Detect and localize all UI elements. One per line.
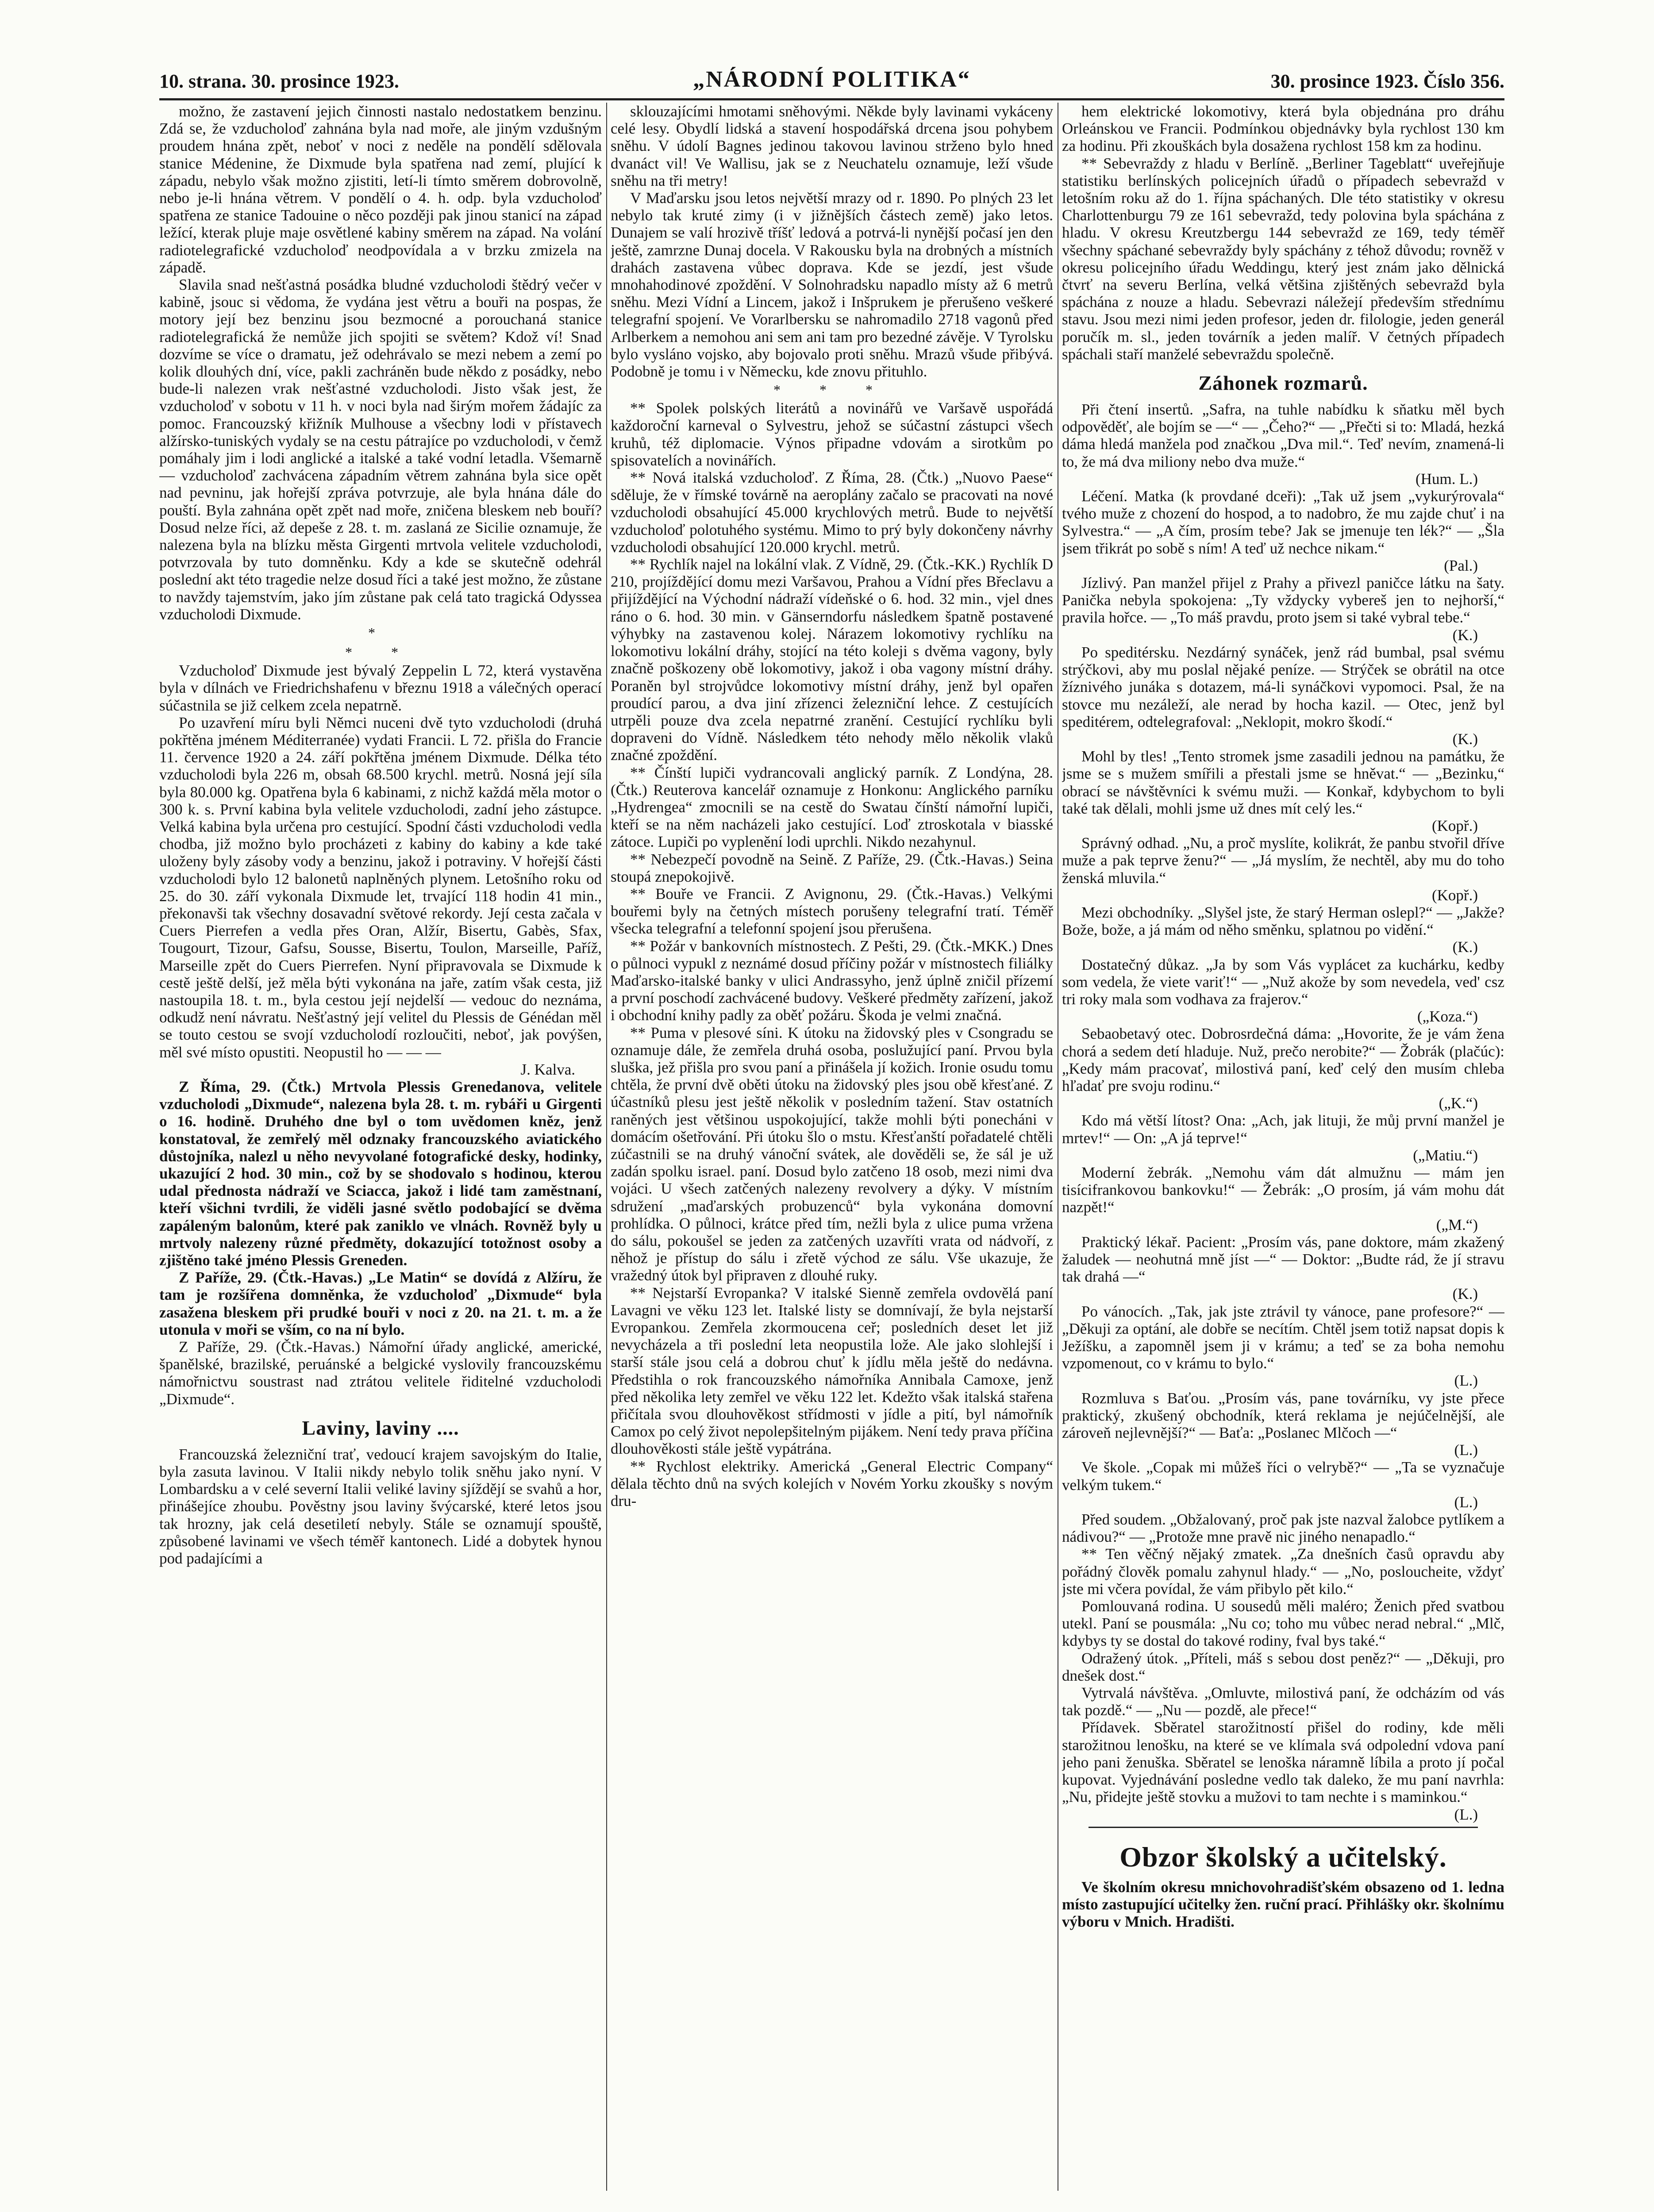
joke-source: (K.) [1452, 730, 1478, 748]
joke-source: (L.) [1454, 1372, 1478, 1390]
joke-source: („M.“) [1436, 1216, 1478, 1233]
joke-source: (L.) [1454, 1441, 1478, 1459]
joke-source: (Kopř.) [1432, 886, 1478, 904]
news-item: ** Čínští lupiči vydrancovali anglický parník. Z Londýna, 28. (Čtk.) Reuterova kancelář oznamuje z Honkonu: Anglického parníku „Hydrengea“ zmocnili se na cestě do Swatau čínští námořní lupiči, kteří se na něm nacházeli jako cestující. Loď ztroskotala v biasské zátoce. Lupiči po vyplenění lodi uprchli. Nikdo nezahynul. [611, 764, 1053, 851]
masthead [159, 66, 1504, 97]
news-item: Z Říma, 29. (Čtk.) Mrtvola Plessis Grenedanova, velitele vzducholodi „Dixmude“, nalezena byla 28. t. m. rybáři u Girgenti o 16. hodině. Druhého dne byl o tom uvědomen kněz, jenž konstatoval, že zemřelý měl odznaky francouzského aviatického důstojníka, nalezl u něho nevyvolané fotografické desky, hodinky, ukazující 2 hod. 30 min., což by se shodovalo s hodinou, kterou udal přednosta nádraží ve Sciacca, jakož i lidé tam zaměstnaní, kteří všichni tvrdili, že viděli jasné světlo podobající se dvěma zapáleným balonům, které pak zaniklo ve vlnách. Rovněž byly u mrtvoly nalezeny různé předměty, dokazující totožnost osoby a zjištěno také jméno Plessis Greneden. [159, 1078, 602, 1269]
section-heading-zahonek: Záhonek rozmarů. [1198, 372, 1368, 395]
separator-asterisks: * * * [345, 625, 416, 661]
masthead-rule [159, 98, 1504, 100]
joke-source: („K.“) [1439, 1094, 1478, 1112]
joke-item: Praktický lékař. Pacient: „Prosím vás, pane doktore, mám zkažený žaludek — neohutná mně jíst —“ — Doktor: „Budte rád, že jí stravu tak drahá —“ [1062, 1233, 1504, 1286]
joke-source: (K.) [1452, 1285, 1478, 1303]
article-paragraph: Slavila snad nešťastná posádka bludné vzducholodi štědrý večer v kabině, jsouc si vědoma, že vydána jest větru a bouři na pospas, že motory její bez benzinu jsou bezmocné a porouchaná stanice radiotelegrafická že nemůže jich spojiti se světem? Kdož ví! Snad dozvíme se více o dramatu, jež odehrávalo se mezi nebem a zemí po kolik dlouhých dní, více, pakli zachráněn bude někdo z posádky, nebo bude-li nalezen vrak nešťastné vzducholodi. Jisto však jest, že vzducholoď v sobotu v 11 h. v noci byla nad širým mořem žádajíc za pomoc. Francouzský křižník Mulhouse a všecbny lodi v přístavech alžírsko-tuniských vydaly se na cestu pátrajíce po vzducholodi, v čemž pomáhaly jim i lodi anglické a italské a také vodní letadla. Všemarně — vzducholoď zachvácena západním větrem zahnána byla sice opět nad pevninu, jak hořejší zpráva potvrzuje, ale byla hnána dále do pouští. Byla zahnána opět zpět nad moře, zničena bleskem neb bouří? Dosud nelze říci, až depeše z 28. t. m. zaslaná ze Sicilie oznamuje, že nalezena byla na blízku města Girgenti mrtvola velitele vzducholodi, potvrzovala by tuto domněnku. Kdy a kde se skutečně odehrál poslední akt této tragedie nelze dosud říci a také jest možno, že zůstane to navždy tajemstvím, jako jím zůstane pak celá tato tragická Odyssea vzducholodi Dixmude. [159, 276, 602, 623]
news-item: ** Puma v plesové síni. K útoku na židovský ples v Csongradu se oznamuje dále, že zemřela druhá osoba, poslužující paní. Prvou byla sluška, jež přišla pro svou paní a přinášela jí kožich. Ironie osudu tomu chtěla, že první dvě oběti útoku na židovský ples jsou obě křesťané. Z účastníků plesu jest ještě několik v posledním tažení. Stav ostatních raněných jest většinou uspokojující, takže mohli býti ponecháni v domácím ošetřování. Při útoku šlo o mstu. Křesťanští pořadatelé chtěli zúčastnili se na druhý vánoční svátek, ale dověděli se, že sál je už zadán spolku israel. paní. Dosud bylo zatčeno 18 osob, mezi nimi dva vojáci. U všech zatčených nalezeny revolvery a dýky. V místním sdružení „maďarských probuzenců“ byla vykonána domovní prohlídka. O půlnoci, krátce před tím, nežli byla z ulice puma vržena do sálu, pokoušel se jeden za zatčených uzavříti vrata od nádvoří, z něhož je přístup do sálu i zřetě východ ze sálu. Vše ukazuje, že vražedný útok byl připraven z dlouhé ruky. [611, 1024, 1053, 1284]
masthead-page-date: 10. strana. 30. prosince 1923. [159, 70, 399, 92]
section-heading-obzor: Obzor školský a učitelský. [1119, 1841, 1447, 1873]
news-item: ** Sebevraždy z hladu v Berlíně. „Berliner Tageblatt“ uveřejňuje statistiku berlínských policejních úřadů o případech sebevražd v letošním roku až do 1. října spáchaných. Dle této statistiky v okresu Charlottenburgu 79 ze 161 sebevražd, tedy polovina byla spáchána z hladu. V okresu Kreutzbergu 144 sebevražd ze 169, tedy téměř všechny spáchané sebevraždy byly spáchány z téhož důvodu; rovněž v okresu policejního úřadu Weddingu, který jest znám jako dělnická čtvrť na severu Berlína, velká většina zjištěných sebevražd byla spáchána z nouze a hladu. Sebevrazi náležejí především střednímu stavu. Jsou mezi nimi jeden profesor, jeden dr. filologie, jeden generál poručík m. sl., jeden továrník a jeden malíř. V četných případech spáchali staří manželé sebevraždu společně. [1062, 154, 1504, 363]
news-item: Z Paříže, 29. (Čtk.-Havas.) Námořní úřady anglické, americké, španělské, brazilské, peruánské a belgické vyslovily francouzskému námořnictvu soustrast nad ztrátou velitele řiditelné vzducholodi „Dixmude“. [159, 1338, 602, 1408]
news-item: ** Bouře ve Francii. Z Avignonu, 29. (Čtk.-Havas.) Velkými bouřemi byly na četných místech porušeny telegrafní tratí. Téměř všecka telegrafní a telefonní spojení jsou přerušena. [611, 885, 1053, 937]
joke-item: Moderní žebrák. „Nemohu vám dát almužnu — mám jen tisícifrankovou bankovku!“ — Žebrák: „O prosím, já vám mohu dát nazpět!“ [1062, 1164, 1504, 1216]
joke-source: („Koza.“) [1417, 1008, 1478, 1025]
article-paragraph: hem elektrické lokomotivy, která byla objednána pro dráhu Orleánskou ve Francii. Podmínkou objednávky byla rychlost 130 km za hodinu. Při zkouškách byla dosažena rychlost 158 km za hodinu. [1062, 103, 1504, 155]
joke-item: Před soudem. „Obžalovaný, proč pak jste nazval žalobce pytlíkem a nádivou?“ — „Protože mne pravě nic jiného nenapadlo.“ [1062, 1511, 1504, 1546]
joke-item: Rozmluva s Baťou. „Prosím vás, pane továrníku, vy jste přece praktický, zkušený obchodník, která reklama je nejúčelnější, ale zároveň nejlevnější?“ — Baťa: „Poslanec Mlčoch —“ [1062, 1389, 1504, 1442]
joke-item: Po speditérsku. Nezdárný synáček, jenž rád bumbal, psal svému strýčkovi, aby mu poslal nějaké peníze. — Strýček se obrátil na otce žíznivého junáka s dotazem, má-li synáčkovi vypomoci. Psal, že na stovce mu nezáleží, ale nerad by hocha kazil. — Otec, jenž byl speditérem, odtelegrafoval: „Neklopit, mokro škodí.“ [1062, 643, 1504, 730]
article-paragraph: Francouzská železniční trať, vedoucí krajem savojským do Italie, byla zasuta lavinou. V Italii nikdy nebylo tolik sněhu jako nyní. V Lombardsku a v celé severní Italii veliké laviny sjíždějí se svahů a hor, přinášejíce zhoubu. Pověstny jsou laviny švýcarské, které letos jsou tak hrozny, jak celá desetiletí nebyly. Stále se oznamují spouště, způsobené lavinami ve všech téměř kantonech. Lidé a dobytek hynou pod padajícími a [159, 1445, 602, 1567]
news-item: ** Požár v bankovních místnostech. Z Pešti, 29. (Čtk.-MKK.) Dnes o půlnoci vypukl z neznámé dosud příčiny požár v místnostech filiálky Maďarsko-italské banky v ulici Andrassyho, jenž úplně zničil přízemí a první poschodí zachvácené budovy. Veškeré předměty zařízení, jakož i obchodní knihy padly za oběť požáru. Škoda je velmi značná. [611, 937, 1053, 1024]
joke-source: (K.) [1452, 938, 1478, 956]
joke-item: Při čtení insertů. „Safra, na tuhle nabídku k sňatku měl bych odpověděť, ale bojím se —“ — „Čeho?“ — „Přečti si to: Mladá, hezká dáma hledá manžela pod značkou „Dva mil.“. Teď nevím, znamená-li to, že má dva miliony nebo dva muže.“ [1062, 401, 1504, 470]
joke-source: („Matiu.“) [1413, 1146, 1478, 1164]
news-item: ** Rychlost elektriky. Americká „General Electric Company“ dělala těchto dnů na svých kolejích v Novém Yorku zkoušky s novým dru- [611, 1457, 1053, 1510]
news-item: ** Nová italská vzducholoď. Z Říma, 28. (Čtk.) „Nuovo Paese“ sděluje, že v římské továrně na aeroplány začalo se pracovati na nové vzducholodi obsahující 45.000 krychlových metrů. Bude to největší vzducholoď polotuhého systému. Mimo to prý byly dokončeny návrhy vzducholodi obsahující 120.000 krychl. metrů. [611, 469, 1053, 556]
column-2 [611, 103, 1053, 2191]
joke-item: ** Ten věčný nějaký zmatek. „Za dnešních časů opravdu aby pořádný člověk pomalu zahynul hlady.“ — „No, posloucheite, vždyť jste mi včera povídal, že vám přibylo pět kilo.“ [1062, 1545, 1504, 1598]
joke-source: (Pal.) [1444, 557, 1478, 574]
column-1 [159, 103, 602, 2191]
joke-item: Dostatečný důkaz. „Ja by som Vás vyplácet za kuchárku, kedby som vedela, že viete variť!“ — „Nuž akože by som nevedela, ved' csz tri roky mala som vodhava za frajerov.“ [1062, 956, 1504, 1008]
newspaper-title: „NÁRODNÍ POLITIKA“ [693, 67, 971, 92]
joke-item: Jízlivý. Pan manžel přijel z Prahy a přivezl paničce látku na šaty. Panička nebyla spokojena: „Ty vždycky vybereš jen to nejhorší,“ pravila hořce. — „To máš pravdu, proto jsem si také vybral tebe.“ [1062, 574, 1504, 626]
joke-item: Vytrvalá návštěva. „Omluvte, milostivá paní, že odcházím od vás tak pozdě.“ — „Nu — pozdě, ale přece!“ [1062, 1684, 1504, 1719]
joke-item: Pomlouvaná rodina. U sousedů měli maléro; Ženich před svatbou utekl. Paní se pousmála: „Nu co; toho mu vůbec nerad nebral.“ „Mlč, kdybys ty se dostal do takové rodiny, fval bys také.“ [1062, 1598, 1504, 1650]
joke-item: Správný odhad. „Nu, a proč myslíte, kolikrát, že panbu stvořil dříve muže a pak teprve ženu?“ — „Já myslím, že nechtěl, aby mu do toho ženská mluvila.“ [1062, 834, 1504, 887]
joke-item: Po vánocích. „Tak, jak jste ztrávil ty vánoce, pane profesore?“ — „Děkuji za optání, ale dobře se necítím. Chtěl jsem totiž napsat dopis k Ježíšku, a zapomněl jsem ji v krámu; a teď se za boha nemohu vzpomenout, co v krámu to bylo.“ [1062, 1302, 1504, 1372]
news-item: ** Spolek polských literátů a novinářů ve Varšavě uspořádá každoroční karneval o Sylvestru, jehož se súčastní zástupci všech kruhů, též diplomacie. Výnos připadne vdovám a sirotkům po spisovatelích a novinářích. [611, 399, 1053, 469]
article-paragraph: možno, že zastavení jejich činnosti nastalo nedostatkem benzinu. Zdá se, že vzducholoď zahnána byla nad moře, ale jiným vzdušným proudem hnána zpět, neboť v noci z neděle na pondělí sdělovala stanice Médenine, že Dixmude byla spatřena nad zemí, plující k západu, nebylo však možno zjistiti, letí-li tímto směrem dobrovolně, nebo je-li hnána větrem. V pondělí o 4. h. odp. byla vzducholoď spatřena ze stanice Tadouine o něco později pak jinou stanicí na západ ležící, kterak pluje maje osvětlené kabiny směrem na západ. Na volání radiotelegrafické vzducholoď neodpovídala a v brzku zmizela na západě. [159, 103, 602, 276]
joke-item: Kdo má větší lítost? Ona: „Ach, jak lituji, že můj první manžel je mrtev!“ — On: „A já teprve!“ [1062, 1112, 1504, 1147]
separator-asterisks: * * * [773, 382, 890, 398]
joke-source: (K.) [1452, 626, 1478, 644]
article-paragraph: V Maďarsku jsou letos největší mrazy od r. 1890. Po plných 23 let nebylo tak kruté zimy (i v jižnějších částech země) jako letos. Dunajem se valí hrozivě tříšť ledová a potrvá-li nynější počasí jen den ještě, zamrzne Dunaj docela. V Rakousku byla na drobných a místních drahách zastavena vůbec doprava. Kde se jezdí, jest všude mnohahodinové zpoždění. V Solnohradsku napadlo místy až 6 metrů sněhu. Mezi Vídní a Lincem, jakož i Inšprukem je přerušeno veškeré telegrafní spojení. Ve Vorarlbersku se nahromadilo 2718 vagonů před Arlberkem a nemohou ani sem ani tam pro bezedné závěje. V Tyrolsku bylo vysláno vojsko, aby bojovalo proti sněhu. Mrazů všude přibývá. Podobně je tomu i v Německu, kde znovu přituhlo. [611, 189, 1053, 380]
joke-source: (L.) [1454, 1493, 1478, 1511]
news-item: ** Nejstarší Evropanka? V italské Sienně zemřela ovdovělá paní Lavagni ve věku 123 let. Italské listy se domnívají, že byla nejstarší Evropankou. Zemřela zkormoucena ceř; posledních deset let již nevycházela a tři poslední leta neopustila lože. Ale jako slohlejší i starší stále jsou celá a dobrou chuť k jídlu měla ještě do nedávna. Předstihla o rok francouzského námořníka Annibala Camoxe, jenž před několika lety zemřel ve věku 122 let. Kdežto však italská stařena přičítala svou dlouhověkost střídmosti v jídle a pití, byl námořník Camox po celý život nepolepšitelným pijákem. Není tedy prava příčina dlouhověkosti stále ještě vypátrána. [611, 1284, 1053, 1458]
section-heading-laviny: Laviny, laviny .... [302, 1416, 459, 1439]
news-item: Ve školním okresu mnichovohradišťském obsazeno od 1. ledna místo zastupující učitelky žen. ruční prací. Přihlášky okr. školnímu výboru v Mnich. Hradišti. [1062, 1878, 1504, 1931]
joke-source: (L.) [1454, 1805, 1478, 1823]
column-3 [1062, 103, 1504, 2191]
news-item: ** Rychlík najel na lokální vlak. Z Vídně, 29. (Čtk.-KK.) Rychlík D 210, projíždějící domu mezi Varšavou, Prahou a Vídní přes Břeclavu a přijíždějící na Východní nádraží vídeňské o 6. hod. 32 min., vjel dnes ráno o 6. hod. 30 min. v Gänserndorfu následkem špatně postavené výhybky na zastavenou kolej. Nárazem lokomotivy rychlíku na lokomotivu lokální dráhy, stojící na této koleji s dvěma vagony, byly značně poškozeny obě lokomotivy, jakož i oba vagony místní dráhy. Poraněn byl strojvůdce lokomotivy místní dráhy, jenž byl opařen proudící parou, a dva jiní zřízenci železniční lehce. Z cestujících utrpěli pouze dva zcela nepatrné zranění. Cestující rychlíku byli dopraveni do Vídně. Následkem této nehody mělo několik vlaků značné zpoždění. [611, 556, 1053, 764]
joke-item: Sebaobetavý otec. Dobrosrdečná dáma: „Hovorite, že je vám žena chorá a sedem detí hladuje. Nuž, prečo nerobite?“ — Žobrák (plačúc): „Kedy mám pracovať, milostivá paní, keď celý den musím chleba hľadať pre svoju rodinu.“ [1062, 1025, 1504, 1094]
article-paragraph: sklouzajícími hmotami sněhovými. Někde byly lavinami vykáceny celé lesy. Obydlí lidská a stavení hospodářská drcena jsou pohybem sněhu. V údolí Bagnes jedinou takovou lavinou strženo bylo hned dvanáct vil! Ve Wallisu, jak se z Neuchatelu oznamuje, leží všude sněhu na tři metry! [611, 103, 1053, 189]
joke-item: Léčení. Matka (k provdané dceři): „Tak už jsem „vykurýrovala“ tvého muže z chození do hospod, a to nadobro, že mu zajde chuť i na Sylvestra.“ — „A čím, prosím tebe? Jak se jmenuje ten lék?“ — „Šla jsem třikrát po sobě s ním! A teď už nechce nikam.“ [1062, 488, 1504, 557]
news-item: ** Nebezpečí povodně na Seině. Z Paříže, 29. (Čtk.-Havas.) Seina stoupá znepokojivě. [611, 850, 1053, 885]
column-divider [606, 103, 607, 2191]
joke-item: Přídavek. Sběratel starožitností přišel do rodiny, kde měli starožitnou lenošku, na které se ve klímala svá odpolední vdova paní jeho pani ženuška. Sběratel se lenoška náramně líbila a proto jí počal kupovat. Vyjednávání posledne vedlo tak daleko, že mu paní navrhla: „Nu, přidejte ještě stovku a mužovi to tam nechte i s maminkou.“ [1062, 1719, 1504, 1806]
section-rule [1089, 1827, 1478, 1828]
masthead-issue-number: 30. prosince 1923. Číslo 356. [1270, 70, 1504, 92]
joke-item: Mezi obchodníky. „Slyšel jste, že starý Herman oslepl?“ — „Jakže? Bože, bože, a já mám od něho směnku, splatnou po vidění.“ [1062, 903, 1504, 939]
article-paragraph: Vzducholoď Dixmude jest bývalý Zeppelin L 72, která vystavěna byla v dílnách ve Friedrichshafenu v březnu 1918 a válečných operací súčastnila se již celkem zcela nepatrně. [159, 662, 602, 714]
joke-source: (Kopř.) [1432, 817, 1478, 834]
joke-source: (Hum. L.) [1416, 470, 1478, 488]
joke-item: Mohl by tles! „Tento stromek jsme zasadili jednou na památku, že jsme se s mužem smířili a přestali jsme se hněvat.“ — „Bezinku,“ obrací se návštěvníci k svému muži. — Konkař, kdybychom to byli také tak dělali, mohli jsme už dnes mít celý les.“ [1062, 748, 1504, 817]
article-paragraph: Po uzavření míru byli Němci nuceni dvě tyto vzducholodi (druhá pokřtěna jménem Méditerranée) vydati Francii. L 72. přišla do Francie 11. července 1920 a 24. září pokřtěna jménem Dixmude. Délka této vzducholodi byla 226 m, obsah 68.500 krychl. metrů. Nosná její síla byla 80.000 kg. Opatřena byla 6 kabinami, z nichž každá měla motor o 300 k. s. První kabina byla velitele vzducholodi, zadní jeho zástupce. Velká kabina byla určena pro cestující. Spodní části vzducholodi vedla chodba, již možno bylo procházeti z kabiny do kabiny a kde také uloženy byly zásoby vody a benzinu, jakož i potraviny. V hořejší části vzducholodi bylo 12 balonetů naplněných plynem. Letošního roku od 25. do 30. září vykonala Dixmude let, trvající 118 hodin 41 min., překonavši tak všechny dosavadní světové rekordy. Její cesta začala v Cuers Pierrefen a vedla přes Oran, Alžír, Bisertu, Gabès, Sfax, Tougourt, Tizour, Gafsu, Sousse, Bisertu, Toulon, Marseille, Paříž, Marseille zpět do Cuers Pierrefen. Nyní připravovala se Dixmude k cestě ještě delší, jež měla býti vykonána na jaře, zatím však cesta, již nastoupila 18. t. m., byla cestou její nejdelší — vedouc do neznáma, odkudž není návratu. Nešťastný její velitel du Plessis de Génédan měl se touto cestou se svojí vzducholodí rozloučiti, neboť, jak povýšen, měl své místo opustiti. Neopustil ho — — — [159, 714, 602, 1061]
joke-item: Ve škole. „Copak mi můžeš říci o velrybě?“ — „Ta se vyznačuje velkým tukem.“ [1062, 1459, 1504, 1494]
author-signature: J. Kalva. [520, 1060, 575, 1078]
joke-item: Odražený útok. „Příteli, máš s sebou dost peněz?“ — „Děkuji, pro dnešek dost.“ [1062, 1649, 1504, 1684]
news-item: Z Paříže, 29. (Čtk.-Havas.) „Le Matin“ se dovídá z Alžíru, že tam je rozšířena domněnka, že vzducholoď „Dixmude“ byla zasažena bleskem při prudké bouři v noci z 20. na 21. t. m. a že utonula v moři se vším, co na ní bylo. [159, 1269, 602, 1338]
